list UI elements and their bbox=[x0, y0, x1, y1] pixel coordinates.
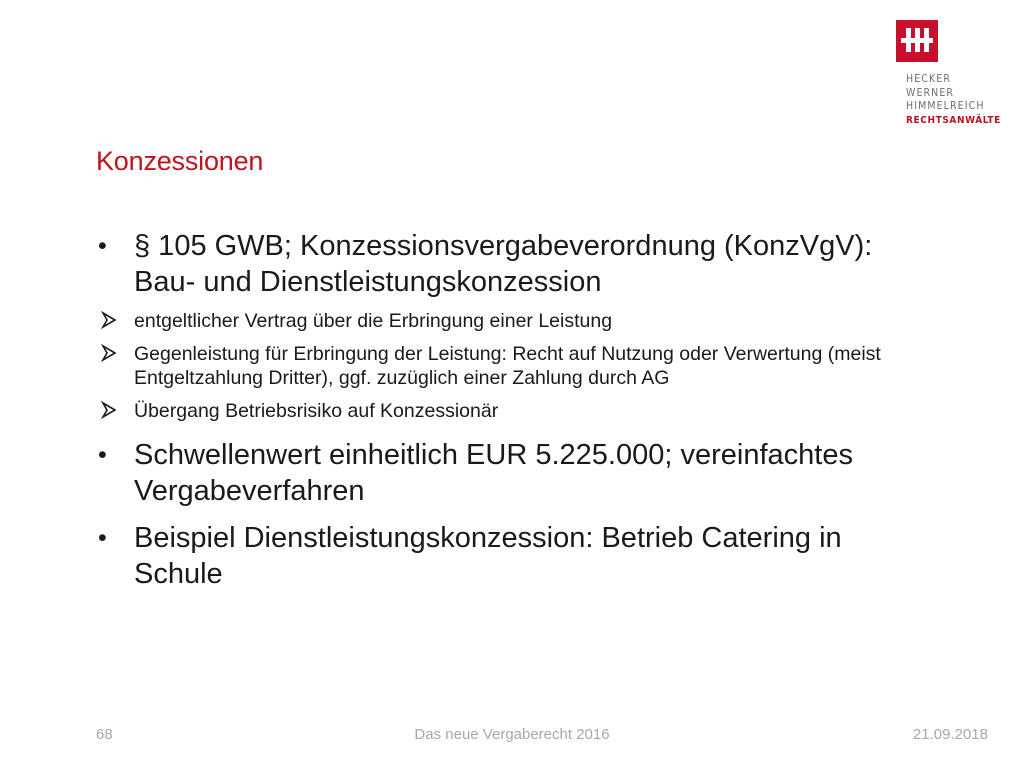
company-logo bbox=[896, 20, 1001, 127]
footer-date: 21.09.2018 bbox=[912, 726, 988, 743]
logo-line-1: HECKER bbox=[906, 73, 951, 85]
sub-bullet-item bbox=[96, 309, 896, 333]
logo-line-3: HIMMELREICH bbox=[906, 100, 985, 112]
logo-line-2: WERNER bbox=[906, 86, 955, 99]
bullet-text: § 105 GWB; Konzessionsvergabeverordnung (KonzVgV): Bau- und Dienstleistungskonzession bbox=[134, 230, 873, 298]
bullet-dot-icon: • bbox=[98, 232, 107, 260]
logo-line-accent: RECHTSANWÄLTE bbox=[906, 114, 1001, 126]
bullet-item bbox=[96, 437, 896, 509]
sub-bullet-text: Gegenleistung für Erbringung der Leistung: Recht auf Nutzung oder Verwertung (meist Entgeltzahlung Dritter), ggf. zuzüglich einer Zahlung durch AG bbox=[134, 343, 881, 389]
bullet-item bbox=[96, 520, 896, 592]
arrow-bullet-icon bbox=[100, 344, 118, 362]
arrow-bullet-icon bbox=[100, 401, 118, 419]
bullet-dot-icon: • bbox=[98, 524, 107, 552]
slide-content bbox=[96, 228, 896, 592]
bullet-text: Beispiel Dienstleistungskonzession: Betrieb Catering in Schule bbox=[134, 522, 842, 590]
sub-bullet-item bbox=[96, 342, 896, 390]
bullet-text: Schwellenwert einheitlich EUR 5.225.000; vereinfachtes Vergabeverfahren bbox=[134, 439, 853, 507]
bullet-dot-icon: • bbox=[98, 441, 107, 469]
slide-title: Konzessionen bbox=[96, 146, 264, 176]
arrow-bullet-icon bbox=[100, 311, 118, 329]
logo-mark-icon bbox=[896, 20, 938, 62]
logo-wordmark bbox=[906, 73, 1001, 127]
bullet-item bbox=[96, 228, 896, 300]
sub-bullet-text: entgeltlicher Vertrag über die Erbringung einer Leistung bbox=[134, 310, 613, 332]
sub-bullet-text: Übergang Betriebsrisiko auf Konzessionär bbox=[134, 400, 499, 422]
sub-bullet-item bbox=[96, 399, 896, 423]
footer-title: Das neue Vergaberecht 2016 bbox=[414, 726, 610, 743]
page-number: 68 bbox=[96, 726, 113, 743]
